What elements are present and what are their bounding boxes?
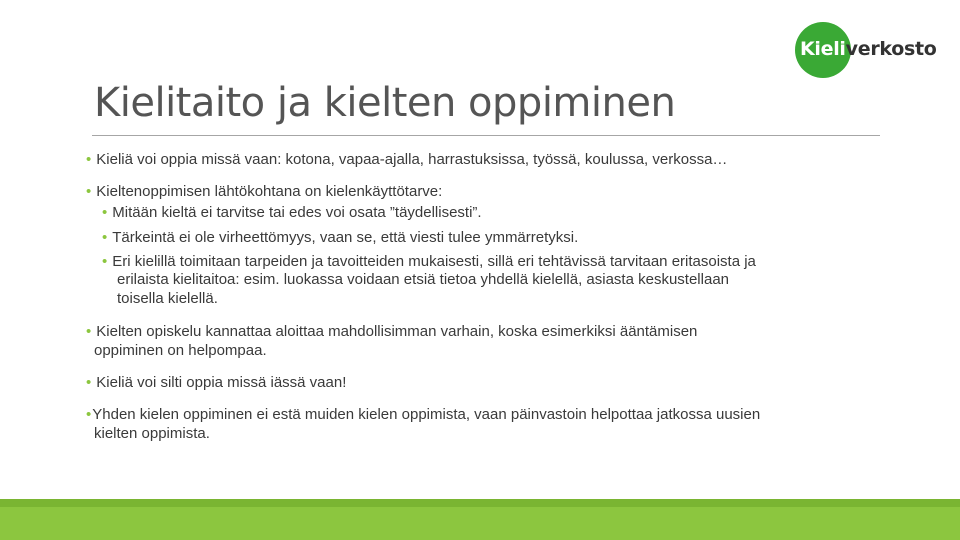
sub-bullet-item: [102, 252, 756, 271]
bullet-icon: •: [102, 229, 108, 246]
bullet-item: [86, 322, 697, 341]
bullet-text: Kielten opiskelu kannattaa aloittaa mahdollisimman varhain, koska esimerkiksi ääntämisen: [96, 323, 698, 340]
bullet-icon: •: [86, 406, 92, 423]
bullet-text: Kieliä voi silti oppia missä iässä vaan!: [96, 374, 347, 391]
bullet-icon: •: [102, 253, 108, 270]
bullet-text: Yhden kielen oppiminen ei estä muiden kielen oppimista, vaan päinvastoin helpottaa jatkossa uusien: [92, 406, 761, 423]
bullet-continuation: oppiminen on helpompaa.: [94, 342, 267, 359]
sub-bullet-text: Mitään kieltä ei tarvitse tai edes voi osata ”täydellisesti”.: [112, 204, 482, 221]
bullet-icon: •: [86, 183, 92, 200]
sub-bullet-continuation: toisella kielellä.: [117, 290, 218, 307]
logo-text-verkosto: verkosto: [845, 38, 937, 60]
bullet-continuation: kielten oppimista.: [94, 425, 210, 442]
logo-text: [800, 38, 937, 60]
sub-bullet-text: Tärkeintä ei ole virheettömyys, vaan se, että viesti tulee ymmärretyksi.: [112, 229, 579, 246]
bullet-item: [86, 373, 346, 392]
footer-strip: [0, 499, 960, 507]
sub-bullet-item: [102, 228, 578, 247]
bullet-icon: •: [86, 151, 92, 168]
sub-bullet-text: Eri kielillä toimitaan tarpeiden ja tavoitteiden mukaisesti, sillä eri tehtävissä tarvitaan eritasoista ja: [112, 253, 756, 270]
kieliverkosto-logo: [795, 21, 937, 79]
bullet-icon: •: [102, 204, 108, 221]
bullet-icon: •: [86, 323, 92, 340]
slide-title: Kielitaito ja kielten oppiminen: [94, 80, 676, 126]
bullet-text: Kieltenoppimisen lähtökohtana on kielenkäyttötarve:: [96, 183, 443, 200]
bullet-text: Kieliä voi oppia missä vaan: kotona, vapaa-ajalla, harrastuksissa, työssä, koulussa, verkossa…: [96, 151, 728, 168]
bullet-item: [86, 150, 727, 169]
sub-bullet-item: [102, 203, 482, 222]
title-divider: [92, 135, 880, 136]
bullet-item: [86, 405, 760, 424]
bullet-icon: •: [86, 374, 92, 391]
sub-bullet-continuation: erilaista kielitaitoa: esim. luokassa voidaan etsiä tietoa yhdellä kielellä, asiasta keskustellaan: [117, 271, 729, 288]
bullet-item: [86, 182, 442, 201]
logo-text-kieli: Kieli: [800, 38, 846, 60]
